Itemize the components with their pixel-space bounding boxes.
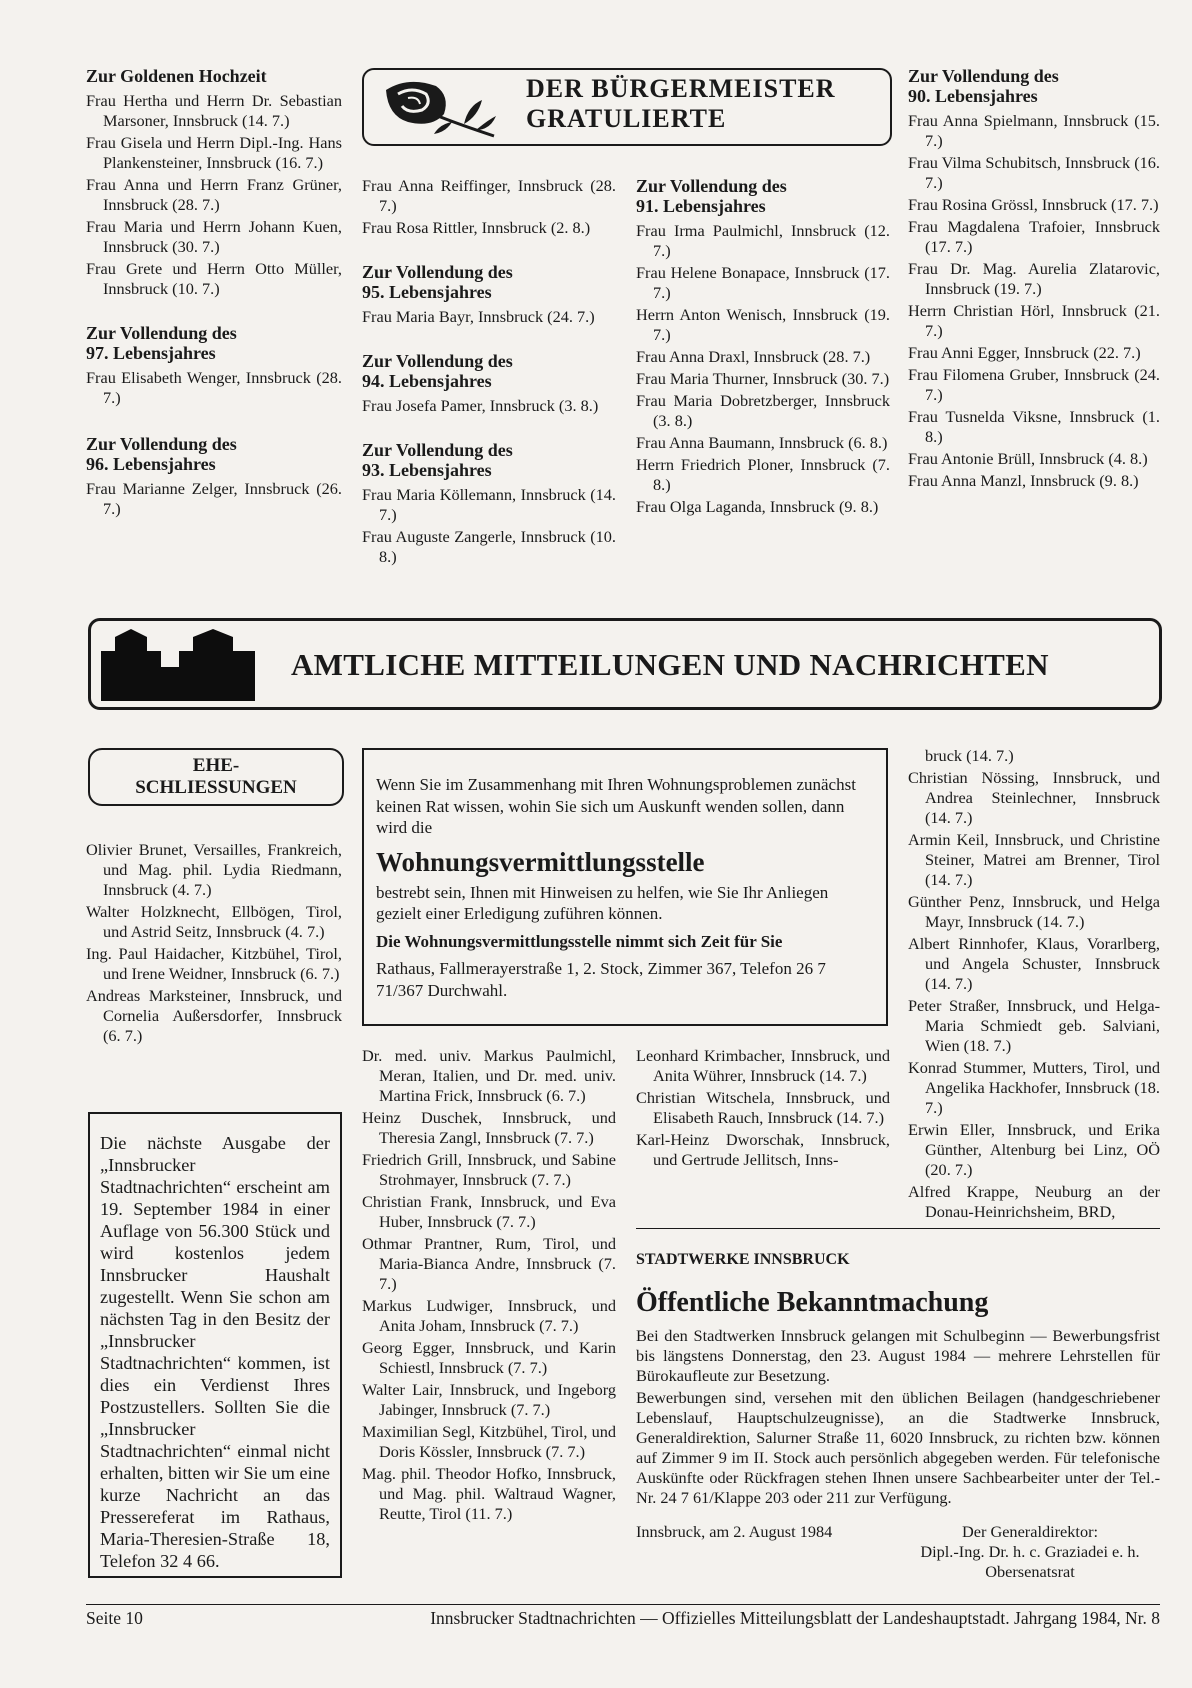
- list-item: Frau Josefa Pamer, Innsbruck (3. 8.): [362, 396, 599, 415]
- list-item: Frau Anna und Herrn Franz Grüner, Innsbruck (28. 7.): [86, 175, 342, 214]
- list-item: Andreas Marksteiner, Innsbruck, und Cornelia Außersdorfer, Innsbruck (6. 7.): [86, 986, 342, 1045]
- section-heading: Zur Vollendung des: [86, 434, 237, 454]
- footer-title: Innsbrucker Stadtnachrichten — Offizielles Mitteilungsblatt der Landeshauptstadt. Jahrgang 1984, Nr. 8: [430, 1608, 1160, 1628]
- list-item: Frau Gisela und Herrn Dipl.-Ing. Hans Plankensteiner, Innsbruck (16. 7.): [86, 133, 342, 172]
- list-item: Günther Penz, Innsbruck, und Helga Mayr, Innsbruck (14. 7.): [908, 892, 1160, 931]
- stadtwerke-para2: Bewerbungen sind, versehen mit den üblichen Beilagen (handgeschriebener Lebenslauf, Hauptschulzeugnisse), an die Stadtwerke Innsbruck, Generaldirektion, Salurner Straße 11, 6020 Innsbruck, zu richten bzw. können auf Zimmer 9 im II. Stock auch persönlich abgegeben werden. Für telefonische Auskünfte oder Rückfragen stehen Ihnen unsere Sachbearbeiter unter der Tel.-Nr. 24 7 61/Klappe 203 oder 211 zur Verfügung.: [636, 1388, 1160, 1507]
- list-item: Walter Holzknecht, Ellbögen, Tirol, und Astrid Seitz, Innsbruck (4. 7.): [86, 902, 342, 941]
- section-heading: Zur Vollendung des: [362, 262, 513, 282]
- list-item: Walter Lair, Innsbruck, und Ingeborg Jabinger, Innsbruck (7. 7.): [362, 1380, 616, 1419]
- stadtwerke-org: STADTWERKE INNSBRUCK: [636, 1251, 850, 1268]
- list-item: Peter Straßer, Innsbruck, und Helga-Maria Schmiedt geb. Salviani, Wien (18. 7.): [908, 996, 1160, 1055]
- list-item: Frau Maria und Herrn Johann Kuen, Innsbruck (30. 7.): [86, 217, 342, 256]
- list-item: Alfred Krappe, Neuburg an der Donau-Heinrichsheim, BRD,: [908, 1182, 1160, 1221]
- list-item: Frau Grete und Herrn Otto Müller, Innsbruck (10. 7.): [86, 259, 342, 298]
- list: [362, 485, 616, 567]
- col-lebensjahre-95: [362, 176, 616, 569]
- list-item: Christian Witschela, Innsbruck, und Elisabeth Rauch, Innsbruck (14. 7.): [636, 1088, 890, 1127]
- section-heading: 95. Lebensjahres: [362, 282, 492, 302]
- footer-page: Seite 10: [86, 1608, 143, 1628]
- section-heading: 91. Lebensjahres: [636, 196, 766, 216]
- stadtwerke-title: Öffentliche Bekanntmachung: [636, 1287, 989, 1318]
- buergermeister-header-box: [362, 68, 892, 146]
- section-heading: Zur Goldenen Hochzeit: [86, 66, 267, 86]
- list: [362, 1046, 616, 1524]
- list-item: Albert Rinnhofer, Klaus, Vorarlberg, und Angela Schuster, Innsbruck (14. 7.): [908, 934, 1160, 993]
- next-issue-notice: [88, 1112, 342, 1578]
- list-item: Frau Irma Paulmichl, Innsbruck (12. 7.): [636, 221, 890, 260]
- list-item: Frau Maria Dobretzberger, Innsbruck (3. 8.): [636, 391, 890, 430]
- list: [636, 221, 890, 517]
- list-item: Leonhard Krimbacher, Innsbruck, und Anita Wührer, Innsbruck (14. 7.): [636, 1046, 890, 1085]
- list-item: Frau Dr. Mag. Aurelia Zlatarovic, Innsbruck (19. 7.): [908, 259, 1160, 298]
- section-heading: 90. Lebensjahres: [908, 86, 1038, 106]
- list-item: Frau Maria Thurner, Innsbruck (30. 7.): [636, 369, 890, 388]
- list-item: Frau Auguste Zangerle, Innsbruck (10. 8.): [362, 527, 616, 566]
- list-item: Dr. med. univ. Markus Paulmichl, Meran, Italien, und Dr. med. univ. Martina Frick, Innsbruck (6. 7.): [362, 1046, 616, 1105]
- list-item: Herrn Friedrich Ploner, Innsbruck (7. 8.): [636, 455, 890, 494]
- banner-title: AMTLICHE MITTEILUNGEN UND NACHRICHTEN: [291, 647, 1049, 682]
- marriages-title-line1: EHE-: [192, 755, 240, 776]
- footer-rule: [86, 1604, 1160, 1605]
- section-heading: 97. Lebensjahres: [86, 343, 216, 363]
- rose-icon: [378, 76, 500, 138]
- list-item: Frau Olga Laganda, Innsbruck (9. 8.): [636, 497, 879, 516]
- header-line2: GRATULIERTE: [526, 104, 727, 133]
- list-item: Frau Tusnelda Viksne, Innsbruck (1. 8.): [908, 407, 1160, 446]
- section-heading: Zur Vollendung des: [362, 351, 513, 371]
- wohnung-address: Rathaus, Fallmerayerstraße 1, 2. Stock, Zimmer 367, Telefon 26 7 71/367 Durchwahl.: [376, 959, 826, 1000]
- list-item: Frau Maria Bayr, Innsbruck (24. 7.): [362, 307, 595, 326]
- header-line1: DER BÜRGERMEISTER: [526, 74, 836, 103]
- signature-line1: Der Generaldirektor:: [961, 1522, 1099, 1541]
- list-item: Frau Hertha und Herrn Dr. Sebastian Marsoner, Innsbruck (14. 7.): [86, 91, 342, 130]
- list-item: Frau Magdalena Trafoier, Innsbruck (17. 7.): [908, 217, 1160, 256]
- list-item: Frau Rosina Grössl, Innsbruck (17. 7.): [908, 195, 1159, 214]
- section-heading: 93. Lebensjahres: [362, 460, 492, 480]
- list-item: Herrn Anton Wenisch, Innsbruck (19. 7.): [636, 305, 890, 344]
- divider: [636, 1228, 1160, 1229]
- list-item: Frau Maria Köllemann, Innsbruck (14. 7.): [362, 485, 616, 524]
- wohnung-headline: Wohnungsvermittlungsstelle: [376, 846, 705, 877]
- list-item: Ing. Paul Haidacher, Kitzbühel, Tirol, und Irene Weidner, Innsbruck (6. 7.): [86, 944, 342, 983]
- list-item: Frau Filomena Gruber, Innsbruck (24. 7.): [908, 365, 1160, 404]
- col-lebensjahre-91: [636, 176, 890, 519]
- list-item: Frau Anna Reiffinger, Innsbruck (28. 7.): [362, 176, 616, 215]
- list-item: Karl-Heinz Dworschak, Innsbruck, und Gertrude Jellitsch, Inns-: [636, 1130, 890, 1169]
- wohnung-intro: Wenn Sie im Zusammenhang mit Ihren Wohnungsproblemen zunächst keinen Rat wissen, wohin Sie sich um Auskunft wenden sollen, dann wird die: [376, 775, 856, 837]
- list: [86, 368, 342, 408]
- signature-line3: Obersenatsrat: [985, 1562, 1075, 1581]
- list-item: Olivier Brunet, Versailles, Frankreich, und Mag. phil. Lydia Riedmann, Innsbruck (4. 7.): [86, 840, 342, 899]
- list-item: Erwin Eller, Innsbruck, und Erika Günther, Altenburg bei Linz, OÖ (20. 7.): [908, 1120, 1160, 1179]
- amtliche-banner: [88, 618, 1162, 710]
- list-item: Heinz Duschek, Innsbruck, und Theresia Zangl, Innsbruck (7. 7.): [362, 1108, 616, 1147]
- wohnungsvermittlung-box: [362, 748, 888, 1026]
- marriages-col-a: [86, 840, 342, 1048]
- list: [362, 176, 616, 238]
- list-item: Christian Nössing, Innsbruck, und Andrea Steinlechner, Innsbruck (14. 7.): [908, 768, 1160, 827]
- list-item: Markus Ludwiger, Innsbruck, und Anita Joham, Innsbruck (7. 7.): [362, 1296, 616, 1335]
- list: [86, 91, 342, 299]
- marriages-col-d: [908, 746, 1160, 1224]
- list-item: Frau Marianne Zelger, Innsbruck (26. 7.): [86, 479, 342, 518]
- list-item: Herrn Christian Hörl, Innsbruck (21. 7.): [908, 301, 1160, 340]
- signature-line2: Dipl.-Ing. Dr. h. c. Graziadei e. h.: [920, 1542, 1140, 1561]
- list-item: bruck (14. 7.): [925, 746, 1014, 765]
- stadtwerke-notice: [636, 1250, 1160, 1596]
- section-heading: 96. Lebensjahres: [86, 454, 216, 474]
- list: [86, 840, 342, 1046]
- list-item: Frau Helene Bonapace, Innsbruck (17. 7.): [636, 263, 890, 302]
- list-item: Georg Egger, Innsbruck, und Karin Schiestl, Innsbruck (7. 7.): [362, 1338, 616, 1377]
- marriages-title-box: [88, 748, 344, 806]
- list-item: Frau Antonie Brüll, Innsbruck (4. 8.): [908, 449, 1148, 468]
- list-item: Frau Anna Spielmann, Innsbruck (15. 7.): [908, 111, 1160, 150]
- col-goldene-hochzeit: [86, 66, 342, 521]
- list: [908, 768, 1160, 1222]
- list: [86, 479, 342, 519]
- stadtwerke-date: Innsbruck, am 2. August 1984: [636, 1522, 833, 1541]
- marriages-col-b: [362, 1046, 616, 1526]
- section-heading: 94. Lebensjahres: [362, 371, 492, 391]
- section-heading: Zur Vollendung des: [908, 66, 1059, 86]
- list-item: Maximilian Segl, Kitzbühel, Tirol, und Doris Kössler, Innsbruck (7. 7.): [362, 1422, 616, 1461]
- stadtwerke-para1: Bei den Stadtwerken Innsbruck gelangen mit Schulbeginn — Bewerbungsfrist bis längstens Donnerstag, den 23. August 1984 — mehrere Lehrstellen für Bürokaufleute zur Besetzung.: [636, 1326, 1160, 1385]
- list-item: Frau Elisabeth Wenger, Innsbruck (28. 7.): [86, 368, 342, 407]
- list: [636, 1046, 890, 1170]
- list-item: Mag. phil. Theodor Hofko, Innsbruck, und Mag. phil. Waltraud Wagner, Reutte, Tirol (11. 7.): [362, 1464, 616, 1523]
- list-item: Frau Vilma Schubitsch, Innsbruck (16. 7.): [908, 153, 1160, 192]
- notice-text: Die nächste Ausgabe der „Innsbrucker Stadtnachrichten“ erscheint am 19. September 1984 in einer Auflage von 56.300 Stück und wird kostenlos jedem Innsbrucker Haushalt zugestellt. Wenn Sie schon am nächsten Tag in den Besitz der „Innsbrucker Stadtnachrichten“ kommen, ist dies ein Verdienst Ihres Postzustellers. Sollten Sie die „Innsbrucker Stadtnachrichten“ einmal nicht erhalten, bitten wir Sie um eine kurze Nachricht an das Pressereferat im Rathaus, Maria-Theresien-Straße 18, Telefon 32 4 66.: [100, 1133, 330, 1571]
- list: [908, 111, 1160, 491]
- marriages-col-c: [636, 1046, 890, 1172]
- list-item: Frau Rosa Rittler, Innsbruck (2. 8.): [362, 218, 591, 237]
- wohnung-bold: Die Wohnungsvermittlungsstelle nimmt sich Zeit für Sie: [376, 931, 783, 951]
- list: [362, 307, 616, 327]
- wohnung-body: bestrebt sein, Ihnen mit Hinweisen zu helfen, wie Sie Ihr Anliegen gezielt einer Erledigung zuführen können.: [376, 882, 829, 923]
- section-heading: Zur Vollendung des: [86, 323, 237, 343]
- list-item: Frau Anna Baumann, Innsbruck (6. 8.): [636, 433, 888, 452]
- list-item: Armin Keil, Innsbruck, und Christine Steiner, Matrei am Brenner, Tirol (14. 7.): [908, 830, 1160, 889]
- section-heading: Zur Vollendung des: [636, 176, 787, 196]
- list-item: Frau Anna Manzl, Innsbruck (9. 8.): [908, 471, 1139, 490]
- list-item: Konrad Stummer, Mutters, Tirol, und Angelika Hackhofer, Innsbruck (18. 7.): [908, 1058, 1160, 1117]
- section-heading: Zur Vollendung des: [362, 440, 513, 460]
- city-emblem-icon: [97, 625, 263, 705]
- list-item: Frau Anna Draxl, Innsbruck (28. 7.): [636, 347, 871, 366]
- col-lebensjahre-90: [908, 66, 1160, 493]
- marriages-title-line2: SCHLIESSUNGEN: [135, 777, 297, 798]
- list-item: Frau Anni Egger, Innsbruck (22. 7.): [908, 343, 1141, 362]
- list-item: Othmar Prantner, Rum, Tirol, und Maria-Bianca Andre, Innsbruck (7. 7.): [362, 1234, 616, 1293]
- list-item: Christian Frank, Innsbruck, und Eva Huber, Innsbruck (7. 7.): [362, 1192, 616, 1231]
- list-item: Friedrich Grill, Innsbruck, und Sabine Strohmayer, Innsbruck (7. 7.): [362, 1150, 616, 1189]
- list: [362, 396, 616, 416]
